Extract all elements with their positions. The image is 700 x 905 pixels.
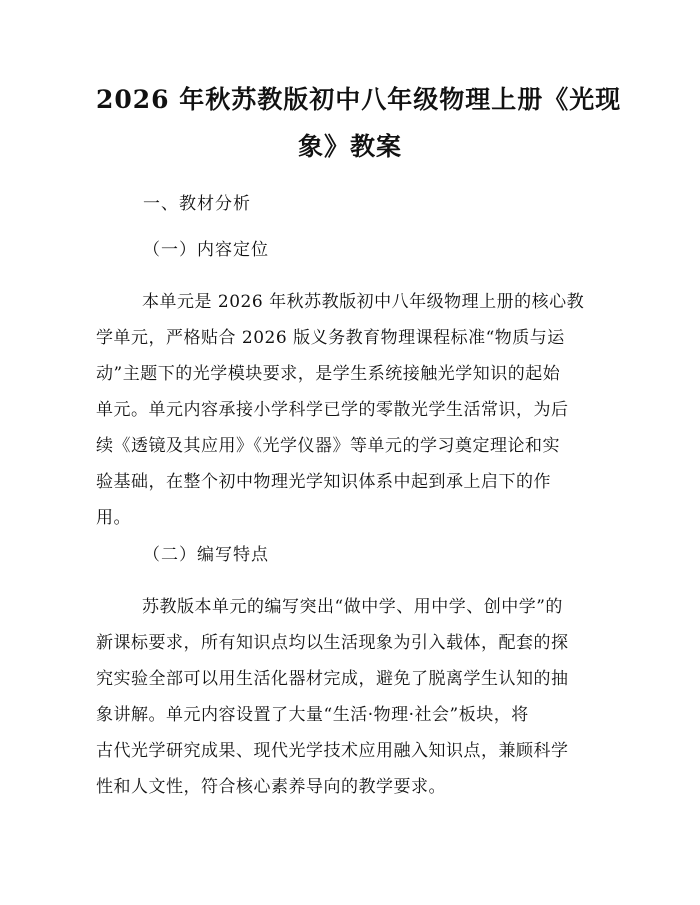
paragraph-line: 象讲解。单元内容设置了大量“生活·物理·社会”板块，将 (96, 705, 529, 725)
subsection-heading-writing-features: （二）编写特点 (143, 545, 269, 565)
paragraph-content-positioning (96, 284, 604, 536)
title-line: 象》教案 (297, 132, 402, 161)
paragraph-line: 验基础，在整个初中物理光学知识体系中起到承上启下的作 (96, 472, 551, 492)
paragraph-line: 用。 (96, 508, 131, 528)
paragraph-line: 苏教版本单元的编写突出“做中学、用中学、创中学”的 (142, 597, 563, 617)
paragraph-line: 续《透镜及其应用》《光学仪器》等单元的学习奠定理论和实 (96, 436, 560, 456)
document-title (96, 76, 622, 170)
paragraph-line: 古代光学研究成果、现代光学技术应用融入知识点，兼顾科学 (96, 741, 569, 761)
title-line: 2026 年秋苏教版初中八年级物理上册《光现 (96, 85, 622, 114)
paragraph-line: 动”主题下的光学模块要求，是学生系统接触光学知识的起始 (96, 364, 561, 384)
paragraph-writing-features (96, 589, 604, 805)
paragraph-line: 性和人文性，符合核心素养导向的教学要求。 (96, 777, 446, 797)
paragraph-line: 单元。单元内容承接小学科学已学的零散光学生活常识，为后 (96, 400, 569, 420)
subsection-heading-content-positioning: （一）内容定位 (143, 240, 269, 260)
section-heading-textbook-analysis: 一、教材分析 (143, 194, 251, 214)
paragraph-line: 究实验全部可以用生活化器材完成，避免了脱离学生认知的抽 (96, 669, 569, 689)
paragraph-line: 学单元，严格贴合 2026 版义务教育物理课程标准“物质与运 (96, 328, 565, 348)
paragraph-line: 本单元是 2026 年秋苏教版初中八年级物理上册的核心教 (142, 292, 585, 312)
paragraph-line: 新课标要求，所有知识点均以生活现象为引入载体，配套的探 (96, 633, 569, 653)
